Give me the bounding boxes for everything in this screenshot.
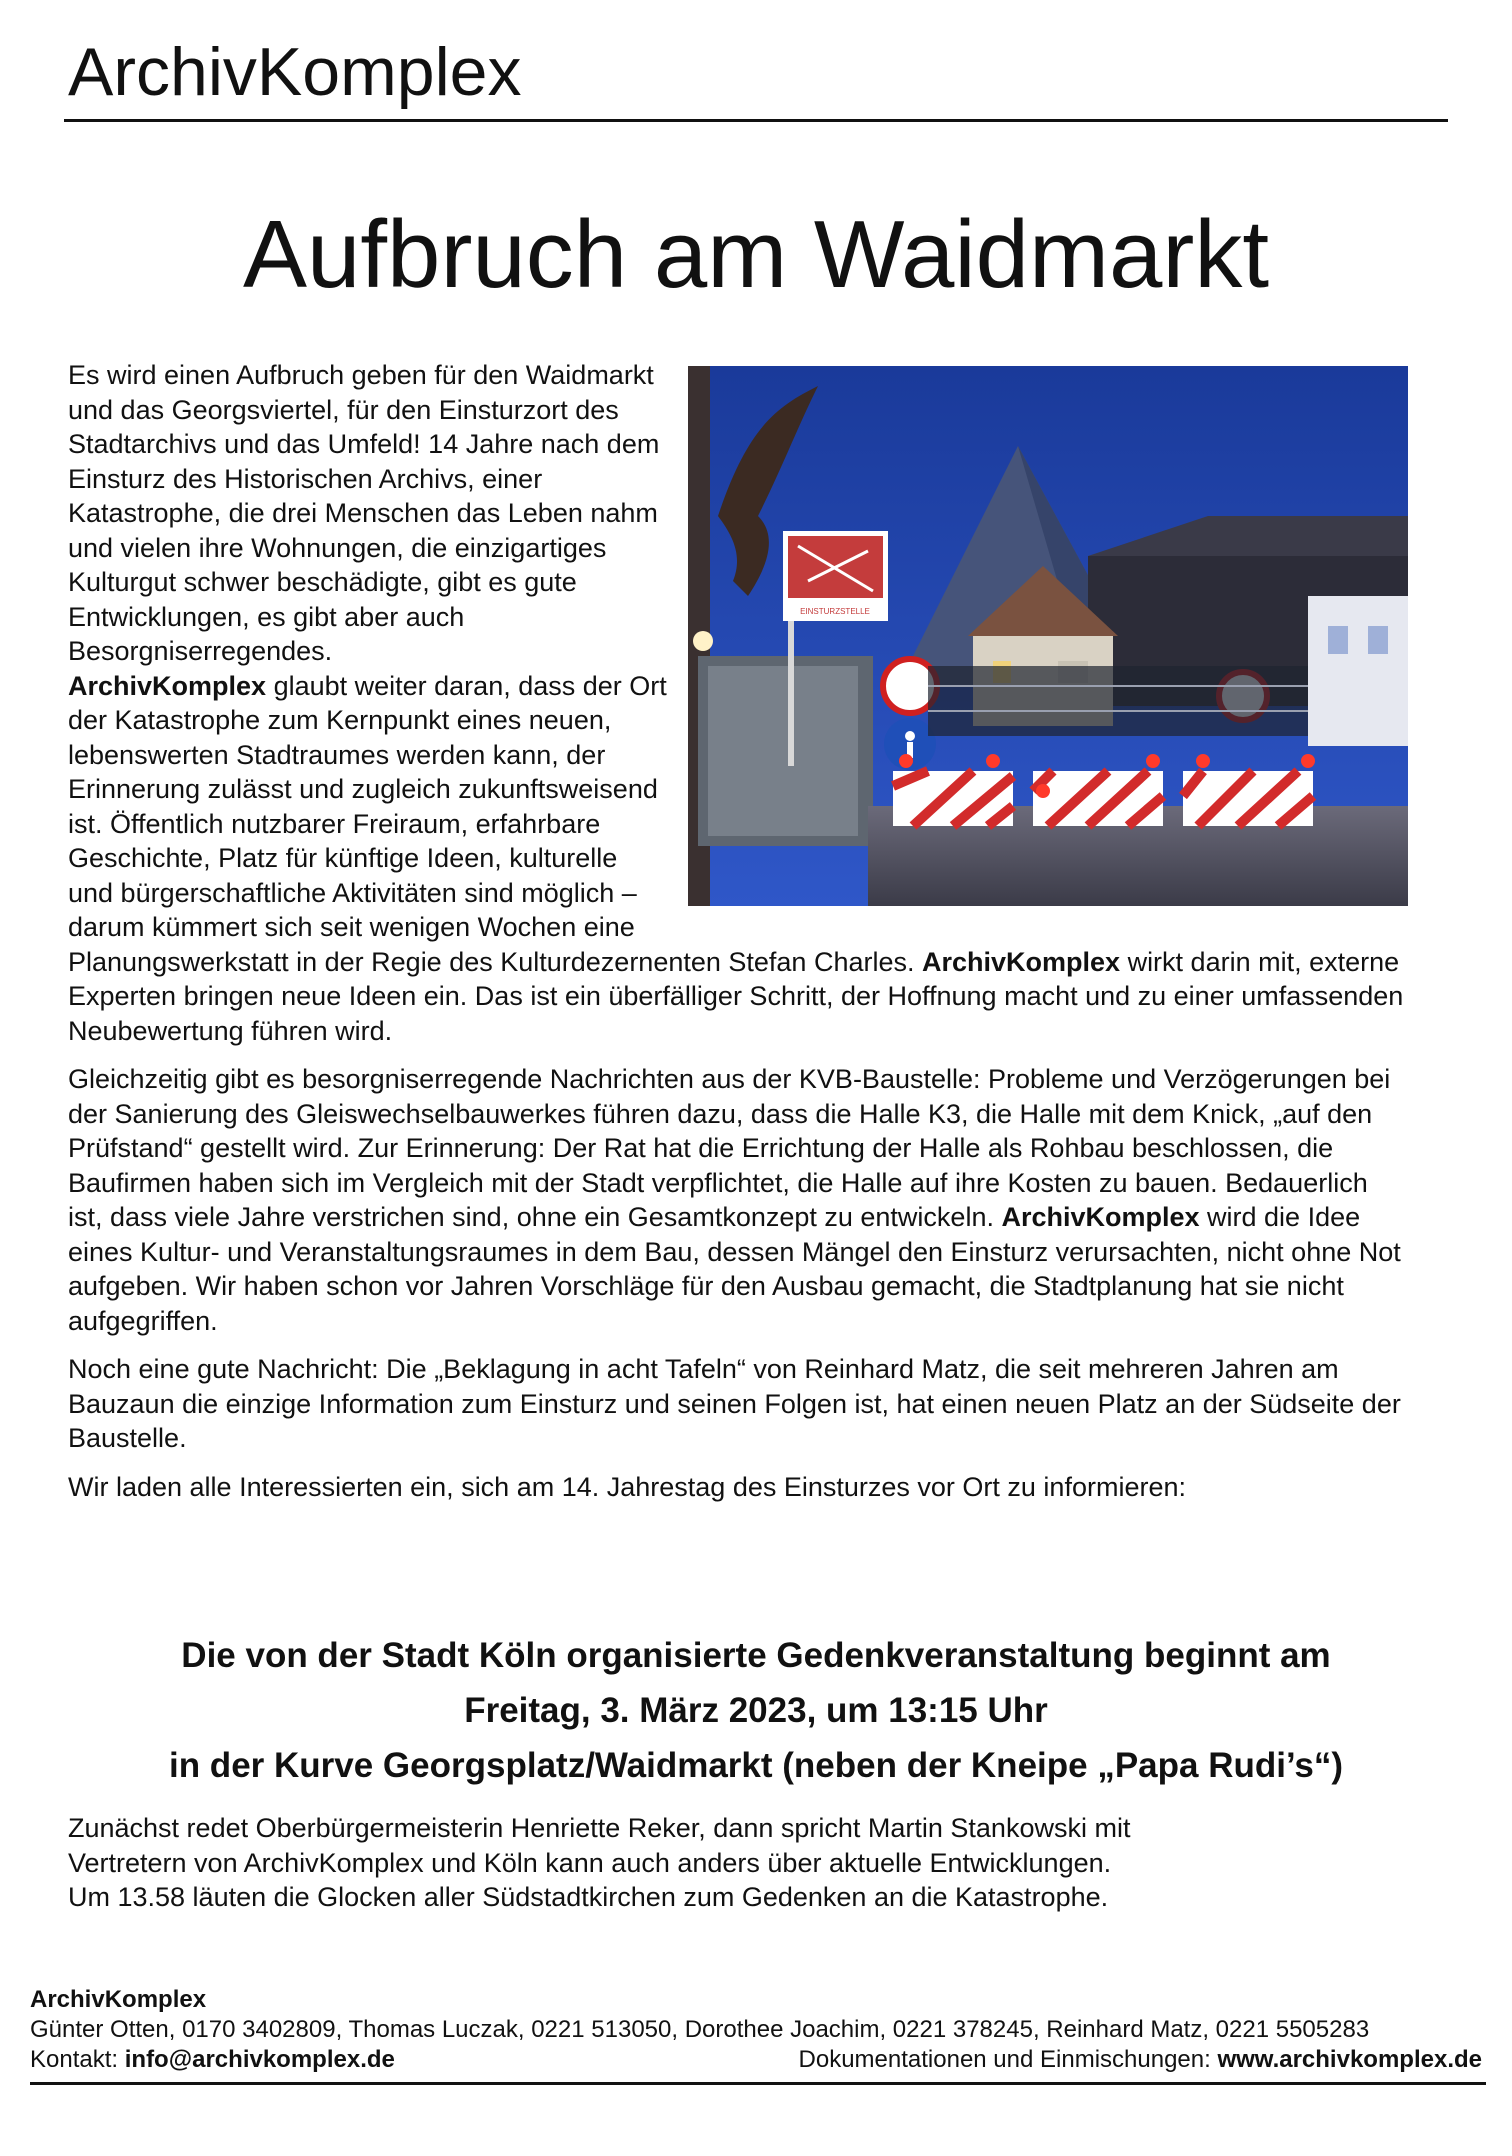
photo-sign-text: EINSTURZSTELLE (800, 607, 870, 616)
footer-contact (30, 2045, 395, 2075)
footer-contacts: Günter Otten, 0170 3402809, Thomas Luczak, 0221 513050, Dorothee Joachim, 0221 378245, Reinhard Matz, 0221 5505283 (30, 2016, 1370, 2043)
event-line-1: Die von der Stadt Köln organisierte Gedenkveranstaltung beginnt am (181, 1636, 1331, 1675)
kvb-brand: ArchivKomplex (1001, 1202, 1200, 1232)
event-line-3: in der Kurve Georgsplatz/Waidmarkt (neben der Kneipe „Papa Rudi’s“) (168, 1746, 1344, 1785)
closing-line-1: Zunächst redet Oberbürgermeisterin Henriette Reker, dann spricht Martin Stankowski mit (68, 1813, 1131, 1843)
intro-brand-1: ArchivKomplex (68, 670, 267, 701)
brand-header: ArchivKomplex (68, 34, 522, 110)
page-title: Aufbruch am Waidmarkt (242, 201, 1270, 308)
kvb-text-2: wird die Idee eines Kultur- und Veranstaltungsraumes in dem Bau, dessen Mängel den Einsturz verursachten, nicht ohne Not aufgeben. Wir haben schon vor Jahren Vorschläge für den Ausbau gemacht, die Stadtplanung hat sie nicht aufgegriffen. (68, 1202, 1401, 1336)
intro-text-3: wirkt darin mit, externe Experten bringen neue Ideen ein. Das ist ein überfälliger Schritt, der Hoffnung macht und zu einer umfassenden Neubewertung führen wird. (68, 946, 1404, 1046)
news-paragraph: Noch eine gute Nachricht: Die „Beklagung in acht Tafeln“ von Reinhard Matz, die seit mehreren Jahren am Bauzaun die einzige Information zum Einsturz und seinen Folgen ist, hat einen neuen Platz an der Südseite der Baustelle. (68, 1354, 1401, 1453)
event-announcement (0, 1628, 1512, 1793)
docs-label: Dokumentationen und Einmischungen: (798, 2046, 1218, 2073)
closing-text (68, 1811, 1448, 1915)
invitation-paragraph: Wir laden alle Interessierten ein, sich am 14. Jahrestag des Einsturzes vor Ort zu informieren: (68, 1471, 1186, 1502)
footer-divider (30, 2082, 1486, 2085)
article-body (68, 358, 1408, 1518)
footer (30, 1985, 1482, 2075)
intro-text-2: glaubt weiter daran, dass der Ort der Katastrophe zum Kernpunkt eines neuen, lebenswerten Stadtraumes werden kann, der Erinnerung zulässt und zugleich zukunftsweisend ist. Öffentlich nutzbarer Freiraum, erfahrbare Geschichte, Platz für künftige Ideen, kulturelle und bürgerschaftliche Aktivitäten sind möglich – darum kümmert sich seit wenigen Wochen eine Planungswerkstatt in der Regie des Kulturdezernenten Stefan Charles. (68, 670, 922, 977)
intro-brand-2: ArchivKomplex (922, 946, 1121, 977)
intro-text-1: Es wird einen Aufbruch geben für den Waidmarkt und das Georgsviertel, für den Einsturzort des Stadtarchivs und das Umfeld! 14 Jahre nach dem Einsturz des Historischen Archivs, einer Katastrophe, die drei Menschen das Leben nahm und vielen ihre Wohnungen, die einzigartiges Kulturgut schwer beschädigte, gibt es gute Entwicklungen, es gibt aber auch Besorgniserregendes. (68, 360, 660, 666)
header-divider (64, 119, 1448, 122)
website-link[interactable]: www.archivkomplex.de (1217, 2046, 1482, 2073)
closing-line-2: Vertretern von ArchivKomplex und Köln kann auch anders über aktuelle Entwicklungen. (68, 1847, 1112, 1878)
event-line-2: Freitag, 3. März 2023, um 13:15 Uhr (464, 1691, 1048, 1730)
kvb-paragraph (68, 1062, 1408, 1338)
email-link[interactable]: info@archivkomplex.de (124, 2046, 395, 2073)
footer-contact-row (30, 2045, 1482, 2075)
waidmarkt-photo (688, 366, 1408, 906)
footer-org: ArchivKomplex (30, 1986, 207, 2013)
contact-label: Kontakt: (30, 2046, 125, 2073)
kvb-text-1: Gleichzeitig gibt es besorgniserregende Nachrichten aus der KVB-Baustelle: Probleme und Verzögerungen bei der Sanierung des Gleiswechselbauwerkes führen dazu, dass die Halle K3, die Halle mit dem Knick, „auf den Prüfstand“ gestellt wird. Zur Erinnerung: Der Rat hat die Errichtung der Halle als Rohbau beschlossen, die Baufirmen haben sich im Vergleich mit der Stadt verpflichtet, die Halle auf ihre Kosten zu bauen. Bedauerlich ist, dass viele Jahre verstrichen sind, ohne ein Gesamtkonzept zu entwickeln. (68, 1064, 1391, 1232)
closing-line-3: Um 13.58 läuten die Glocken aller Südstadtkirchen zum Gedenken an die Katastrophe. (68, 1882, 1109, 1912)
footer-docs (799, 2045, 1482, 2075)
